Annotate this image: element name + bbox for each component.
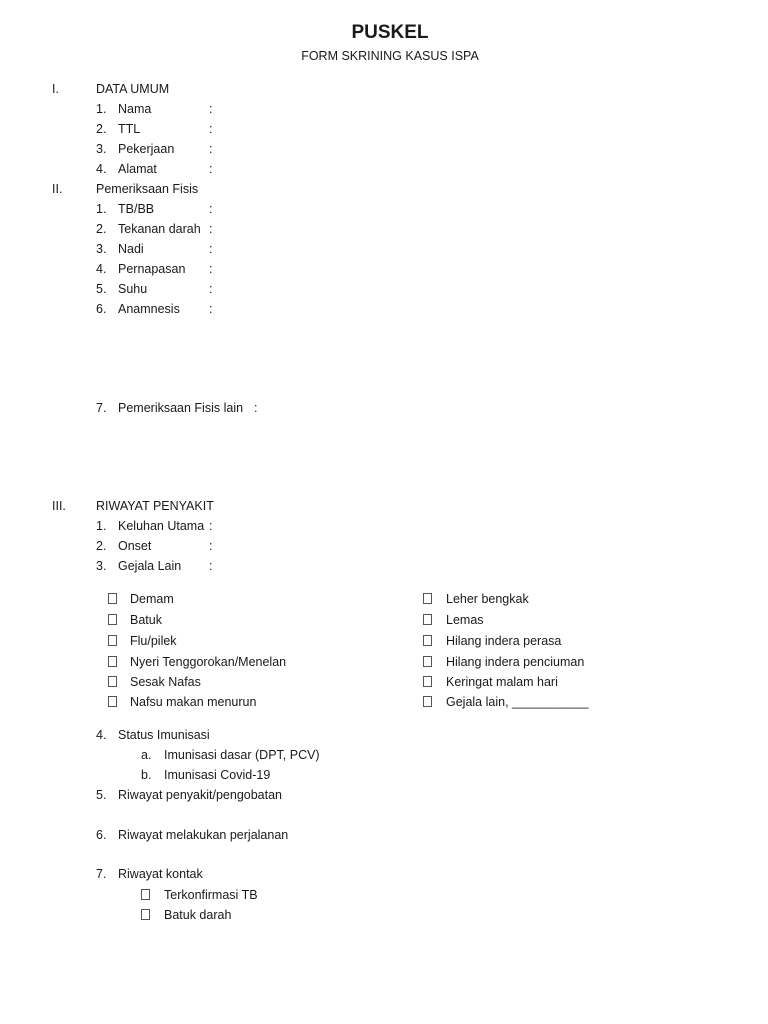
field-label-suhu: Suhu (118, 282, 148, 296)
item-number: 7. (96, 401, 107, 415)
contact-label: Batuk darah (164, 908, 232, 922)
checkbox-nyeri-tenggorokan[interactable] (108, 654, 117, 670)
field-colon: : (209, 302, 213, 316)
item-number: 1. (96, 102, 107, 116)
field-label-tb-bb: TB/BB (118, 202, 155, 216)
field-colon: : (209, 539, 213, 553)
symptom-label: Batuk (130, 613, 162, 627)
field-colon: : (209, 559, 213, 573)
field-colon: : (209, 162, 213, 176)
field-label-nama: Nama (118, 102, 152, 116)
field-colon: : (254, 401, 258, 415)
field-label-onset: Onset (118, 539, 152, 553)
field-label-status-imunisasi: Status Imunisasi (118, 728, 210, 742)
item-number: 4. (96, 728, 107, 742)
section-heading: DATA UMUM (96, 82, 170, 96)
field-label-pernapasan: Pernapasan (118, 262, 186, 276)
section-heading: Pemeriksaan Fisis (96, 182, 199, 196)
section-numeral: I. (52, 82, 59, 96)
item-number: 1. (96, 202, 107, 216)
item-number: 3. (96, 242, 107, 256)
item-number: 3. (96, 142, 107, 156)
checkbox-gejala-lain[interactable] (423, 694, 432, 710)
checkbox-hilang-indera-perasa[interactable] (423, 633, 432, 649)
field-colon: : (209, 202, 213, 216)
checkbox-keringat-malam[interactable] (423, 674, 432, 690)
symptom-label: Nyeri Tenggorokan/Menelan (130, 655, 287, 669)
section-heading: RIWAYAT PENYAKIT (96, 499, 214, 513)
section-numeral: III. (52, 499, 66, 513)
field-label-pekerjaan: Pekerjaan (118, 142, 175, 156)
field-label-tekanan-darah: Tekanan darah (118, 222, 201, 236)
item-number: 3. (96, 559, 107, 573)
symptom-label: Gejala lain, ___________ (446, 695, 589, 709)
item-number: 5. (96, 788, 107, 802)
field-colon: : (209, 142, 213, 156)
field-label-anamnesis: Anamnesis (118, 302, 180, 316)
checkbox-sesak-nafas[interactable] (108, 674, 117, 690)
item-number: 4. (96, 162, 107, 176)
checkbox-nafsu-makan[interactable] (108, 694, 117, 710)
sub-item-letter: b. (141, 768, 152, 782)
field-colon: : (209, 262, 213, 276)
field-label-keluhan-utama: Keluhan Utama (118, 519, 205, 533)
item-number: 5. (96, 282, 107, 296)
symptom-label: Leher bengkak (446, 592, 529, 606)
checkbox-leher-bengkak[interactable] (423, 591, 432, 607)
contact-label: Terkonfirmasi TB (164, 888, 258, 902)
checkbox-batuk[interactable] (108, 612, 117, 628)
immunization-label: Imunisasi Covid-19 (164, 768, 271, 782)
checkbox-hilang-indera-penciuman[interactable] (423, 654, 432, 670)
form-subtitle: FORM SKRINING KASUS ISPA (301, 49, 479, 63)
item-number: 6. (96, 302, 107, 316)
symptom-label: Hilang indera perasa (446, 634, 562, 648)
sub-item-letter: a. (141, 748, 152, 762)
checkbox-flu-pilek[interactable] (108, 633, 117, 649)
item-number: 2. (96, 122, 107, 136)
field-label-pemeriksaan-fisis-lain: Pemeriksaan Fisis lain (118, 401, 244, 415)
symptom-label: Sesak Nafas (130, 675, 201, 689)
field-colon: : (209, 122, 213, 136)
immunization-label: Imunisasi dasar (DPT, PCV) (164, 748, 320, 762)
field-label-riwayat-kontak: Riwayat kontak (118, 867, 203, 881)
field-colon: : (209, 222, 213, 236)
checkbox-demam[interactable] (108, 591, 117, 607)
field-label-riwayat-penyakit: Riwayat penyakit/pengobatan (118, 788, 283, 802)
field-label-ttl: TTL (118, 122, 141, 136)
symptom-label: Nafsu makan menurun (130, 695, 257, 709)
symptom-label: Keringat malam hari (446, 675, 558, 689)
checkbox-terkonfirmasi-tb[interactable] (141, 887, 150, 903)
field-label-gejala-lain: Gejala Lain (118, 559, 182, 573)
symptom-label: Flu/pilek (130, 634, 177, 648)
item-number: 2. (96, 222, 107, 236)
page-title: PUSKEL (351, 22, 429, 43)
symptom-label: Demam (130, 592, 174, 606)
item-number: 6. (96, 828, 107, 842)
item-number: 1. (96, 519, 107, 533)
field-colon: : (209, 242, 213, 256)
field-colon: : (209, 519, 213, 533)
checkbox-lemas[interactable] (423, 612, 432, 628)
item-number: 2. (96, 539, 107, 553)
field-label-nadi: Nadi (118, 242, 144, 256)
field-colon: : (209, 282, 213, 296)
symptom-label: Lemas (446, 613, 484, 627)
checkbox-batuk-darah[interactable] (141, 907, 150, 923)
item-number: 7. (96, 867, 107, 881)
field-label-riwayat-perjalanan: Riwayat melakukan perjalanan (118, 828, 289, 842)
section-numeral: II. (52, 182, 63, 196)
field-label-alamat: Alamat (118, 162, 157, 176)
field-colon: : (209, 102, 213, 116)
item-number: 4. (96, 262, 107, 276)
symptom-label: Hilang indera penciuman (446, 655, 585, 669)
